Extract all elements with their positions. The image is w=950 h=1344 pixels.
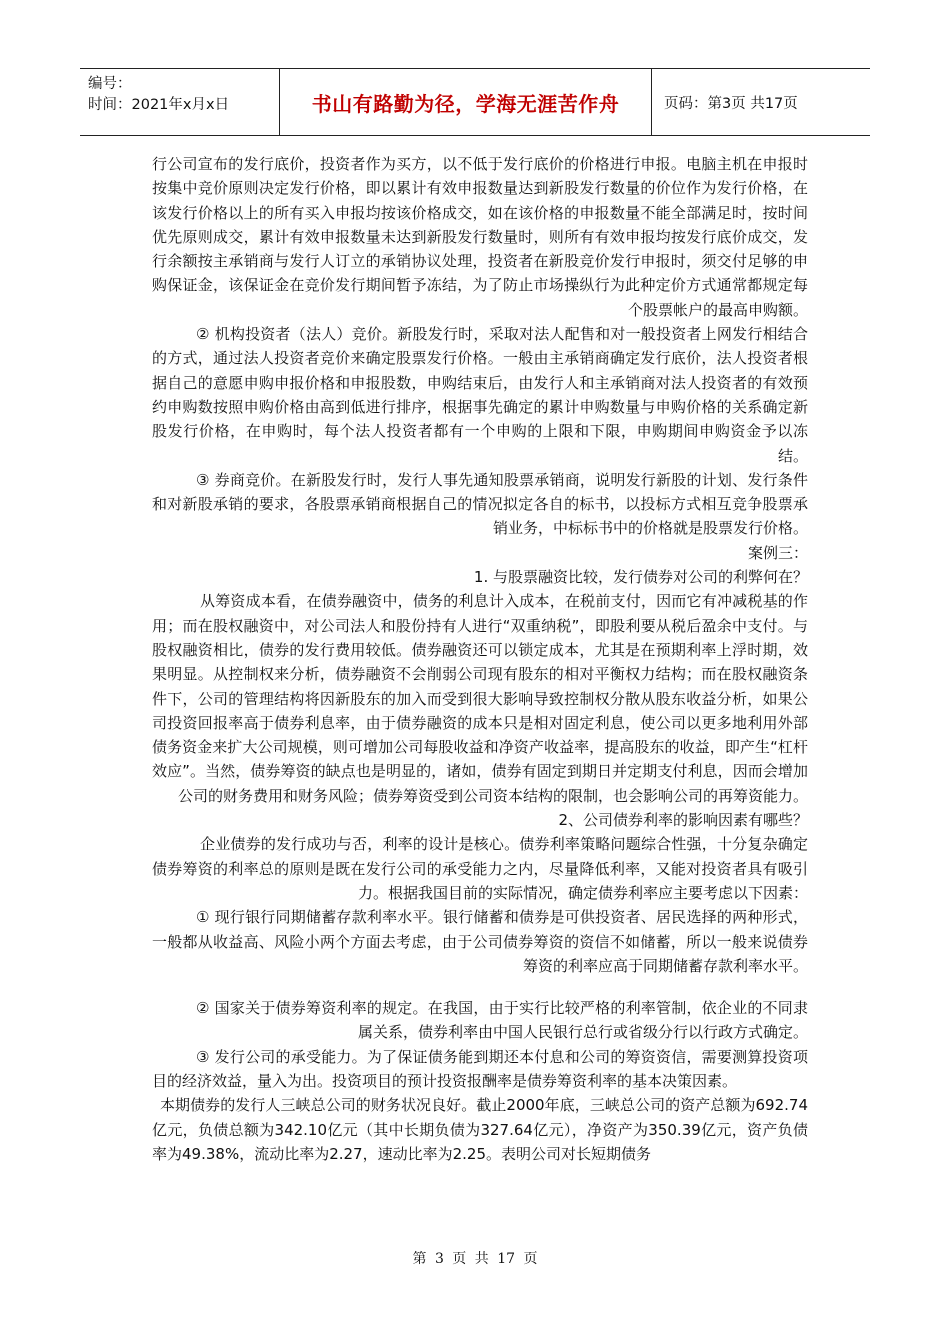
paragraph-institutional-bidding: ② 机构投资者（法人）竞价。新股发行时，采取对法人配售和对一般投资者上网发行相结合的方式，通过法人投资者竞价来确定股票发行价格。一般由主承销商确定发行底价，法人投资者根据自己的意愿申购申报价格和申报股数，申购结束后，由发行人和主承销商对法人投资者的有效预约申购数按照申购价格由高到低进行排序，根据事先确定的累计申购数量与申购价格的关系确定新股发行价格，在申购时，每个法人投资者都有一个申购的上限和下限，申购期间申购资金予以冻结。 [152, 325, 808, 465]
paragraph-factor-3: ③ 发行公司的承受能力。为了保证债务能到期还本付息和公司的筹资资信，需要测算投资项目的经济效益，量入为出。投资项目的预计投资报酬率是债券筹资利率的基本决策因素。 [152, 1047, 808, 1090]
document-body [152, 152, 808, 1166]
paragraph-broker-bidding: ③ 券商竞价。在新股发行时，发行人事先通知股票承销商，说明发行新股的计划、发行条件和对新股承销的要求，各股票承销商根据自己的情况拟定各自的标书，以投标方式相互竞争股票承销业务，中标标书中的价格就是股票发行价格。 [152, 470, 808, 538]
paragraph-factor-1: ① 现行银行同期储蓄存款利率水平。银行储蓄和债券是可供投资者、居民选择的两种形式，一般都从收益高、风险小两个方面去考虑，由于公司债券筹资的资信不如储蓄，所以一般来说债券筹资的利率应高于同期储蓄存款利率水平。 [152, 908, 808, 975]
question-1-heading: 1. 与股票融资比较，发行债券对公司的利弊何在？ [473, 568, 808, 587]
paragraph-pricing-method: 行公司宣布的发行底价，投资者作为买方，以不低于发行底价的价格进行申报。电脑主机在申报时按集中竞价原则决定发行价格，即以累计有效申报数量达到新股发行数量的价位作为发行价格，在该发行价格以上的所有买入申报均按该价格成交，如在该价格的申报数量不能全部满足时，按时间优先原则成交，累计有效申报数量未达到新股发行数量时，则所有有效申报均按发行底价成交，发行余额按主承销商与发行人订立的承销协议处理，投资者在新股竞价发行申报时，须交付足够的申购保证金，该保证金在竞价发行期间暂予冻结，为了防止市场操纵行为此种定价方式通常都规定每个股票帐户的最高申购额。 [152, 155, 808, 319]
header-motto: 书山有路勤为径，学海无涯苦作舟 [280, 69, 652, 135]
paragraph-factor-2: ② 国家关于债券筹资利率的规定。在我国，由于实行比较严格的利率管制，依企业的不同隶属关系，债券利率由中国人民银行总行或省级分行以行政方式确定。 [196, 999, 808, 1042]
document-date: 时间：2021年x月x日 [88, 97, 230, 113]
case-heading: 案例三： [747, 543, 808, 562]
question-2-heading: 2、公司债券利率的影响因素有哪些？ [558, 811, 808, 830]
header-page-info: 页码：第3页 共17页 [664, 95, 798, 112]
document-number-label: 编号： [88, 76, 132, 92]
spacer [152, 978, 808, 996]
page-header [80, 68, 870, 136]
paragraph-interest-design: 企业债券的发行成功与否，利率的设计是核心。债券利率策略问题综合性强，十分复杂确定债券筹资的利率总的原则是既在发行公司的承受能力之内，尽量降低利率，又能对投资者具有吸引力。根据我国目前的实际情况，确定债券利率应主要考虑以下因素： [152, 835, 808, 902]
page-footer: 第 3 页 共 17 页 [412, 1251, 538, 1267]
header-meta [80, 69, 280, 135]
paragraph-three-gorges-finance: 本期债券的发行人三峡总公司的财务状况良好。截止2000年底，三峡总公司的资产总额为692.74亿元，负债总额为342.10亿元（其中长期负债为327.64亿元），净资产为350.39亿元，资产负债率为49.38%，流动比率为2.27，速动比率为2.25。表明公司对长短期债务 [152, 1096, 808, 1163]
paragraph-bond-vs-equity: 从筹资成本看，在债券融资中，债务的利息计入成本，在税前支付，因而它有冲减税基的作用；而在股权融资中，对公司法人和股份持有人进行“双重纳税”，即股利要从税后盈余中支付。与股权融资相比，债券的发行费用较低。债券融资还可以锁定成本，尤其是在预期利率上浮时期，效果明显。从控制权来分析，债券融资不会削弱公司现有股东的相对平衡权力结构；而在股权融资条件下，公司的管理结构将因新股东的加入而受到很大影响导致控制权分散从股东收益分析，如果公司投资回报率高于债券利息率，由于债券融资的成本只是相对固定利息，使公司以更多地利用外部债务资金来扩大公司规模，则可增加公司每股收益和净资产收益率，提高股东的收益，即产生“杠杆效应”。当然，债券筹资的缺点也是明显的，诸如，债券有固定到期日并定期支付利息，因而会增加公司的财务费用和财务风险；债券筹资受到公司资本结构的限制，也会影响公司的再筹资能力。 [152, 592, 808, 805]
